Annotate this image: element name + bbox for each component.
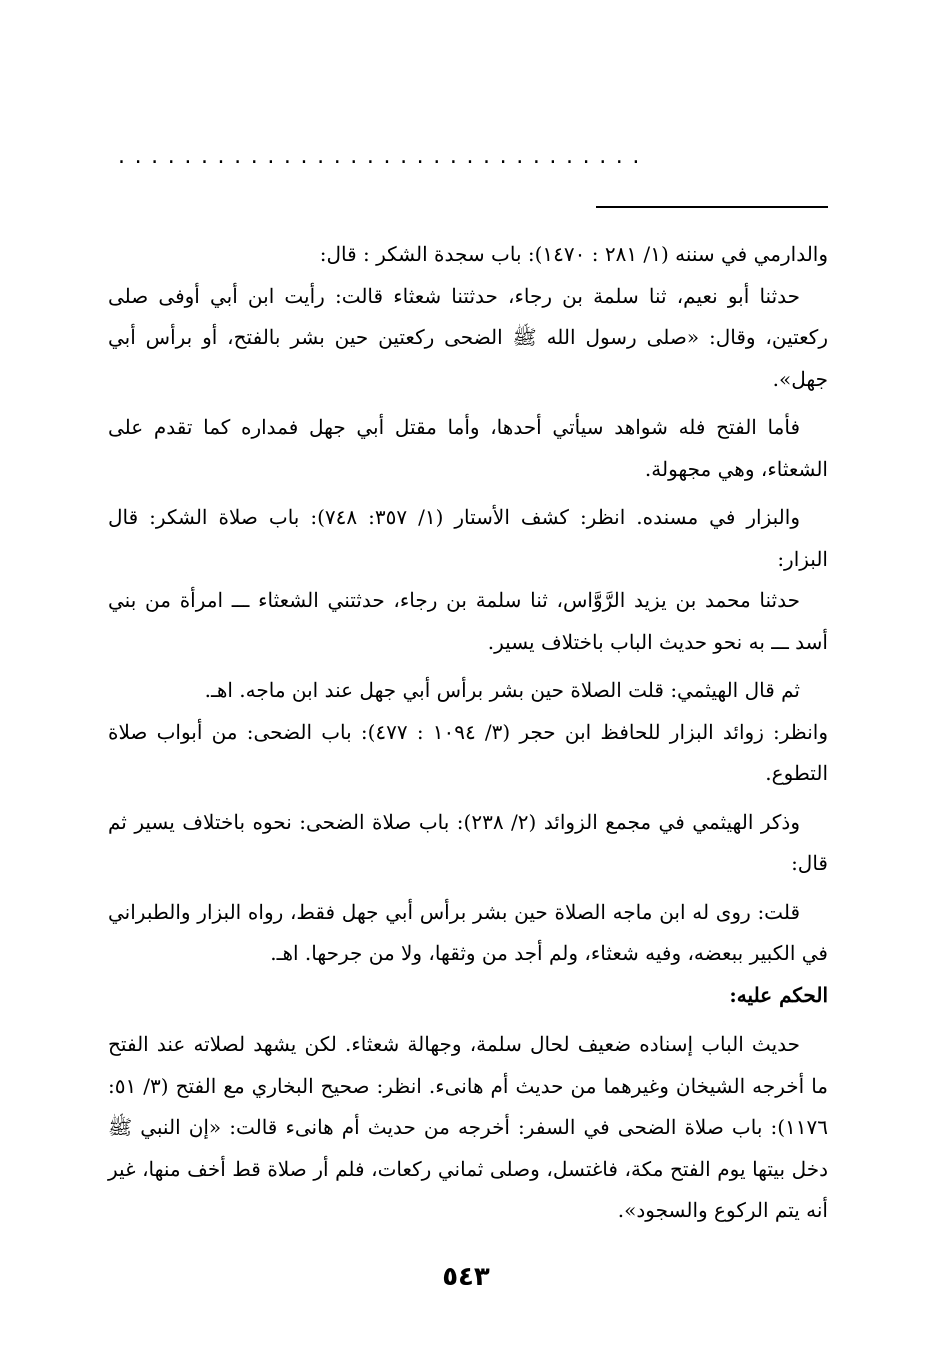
- paragraph-qultu: قلت: روى له ابن ماجه الصلاة حين بشر برأس أبي جهل فقط، رواه البزار والطبراني في الكبير ببعضه، وفيه شعثاء، ولم أجد من وثقها، ولا من جرحها. اهـ.: [108, 899, 828, 965]
- ruling-heading: الحكم عليه:: [729, 982, 828, 1007]
- separator-dots: ................................: [118, 146, 649, 168]
- paragraph-darimi-chain: حدثنا أبو نعيم، ثنا سلمة بن رجاء، حدثتنا شعثاء قالت: رأيت ابن أبي أوفى صلى ركعتين، وقال: «صلى رسول الله ﷺ الضحى ركعتين حين بشر بالفتح، أو برأس أبي جهل».: [108, 283, 828, 391]
- page-body: [108, 234, 828, 1239]
- paragraph-shawahid: فأما الفتح فله شواهد سيأتي أحدها، وأما مقتل أبي جهل فمداره كما تقدم على الشعثاء، وهي مجهولة.: [108, 415, 828, 481]
- paragraph-bazzar-chain: حدثنا محمد بن يزيد الرَّوَّاس، ثنا سلمة بن رجاء، حدثتني الشعثاء ـــ امرأة من بني أسد ـــ به نحو حديث الباب باختلاف يسير.: [108, 588, 828, 654]
- paragraph-darimi: والدارمي في سننه (١/ ٢٨١ : ١٤٧٠): باب سجدة الشكر : قال:: [319, 242, 828, 266]
- footnote-rule: [596, 206, 828, 208]
- paragraph-zawaid: وانظر: زوائد البزار للحافظ ابن حجر (٣/ ١٠٩٤ : ٤٧٧): باب الضحى: من أبواب صلاة التطوع.: [108, 719, 828, 785]
- paragraph-ruling: حديث الباب إسناده ضعيف لحال سلمة، وجهالة شعثاء. لكن يشهد لصلاته عند الفتح ما أخرجه الشيخان وغيرهما من حديث أم هانىء. انظر: صحيح البخاري مع الفتح (٣/ ٥١: ١١٧٦): باب صلاة الضحى في السفر: أخرجه من حديث أم هانىء قالت: «إن النبي ﷺ دخل بيتها يوم الفتح مكة، فاغتسل، وصلى ثماني ركعات، فلم أر صلاة قط أخف منها، غير أنه يتم الركوع والسجود».: [108, 1032, 828, 1222]
- paragraph-haythami-note: ثم قال الهيثمي: قلت الصلاة حين بشر برأس أبي جهل عند ابن ماجه. اهـ.: [204, 678, 800, 702]
- paragraph-bazzar: والبزار في مسنده. انظر: كشف الأستار (١/ ٣٥٧: ٧٤٨): باب صلاة الشكر: قال البزار:: [108, 505, 828, 571]
- paragraph-majma: وذكر الهيثمي في مجمع الزوائد (٢/ ٢٣٨): باب صلاة الضحى: نحوه باختلاف يسير ثم قال:: [108, 809, 828, 875]
- page-number: ٥٤٣: [442, 1262, 490, 1292]
